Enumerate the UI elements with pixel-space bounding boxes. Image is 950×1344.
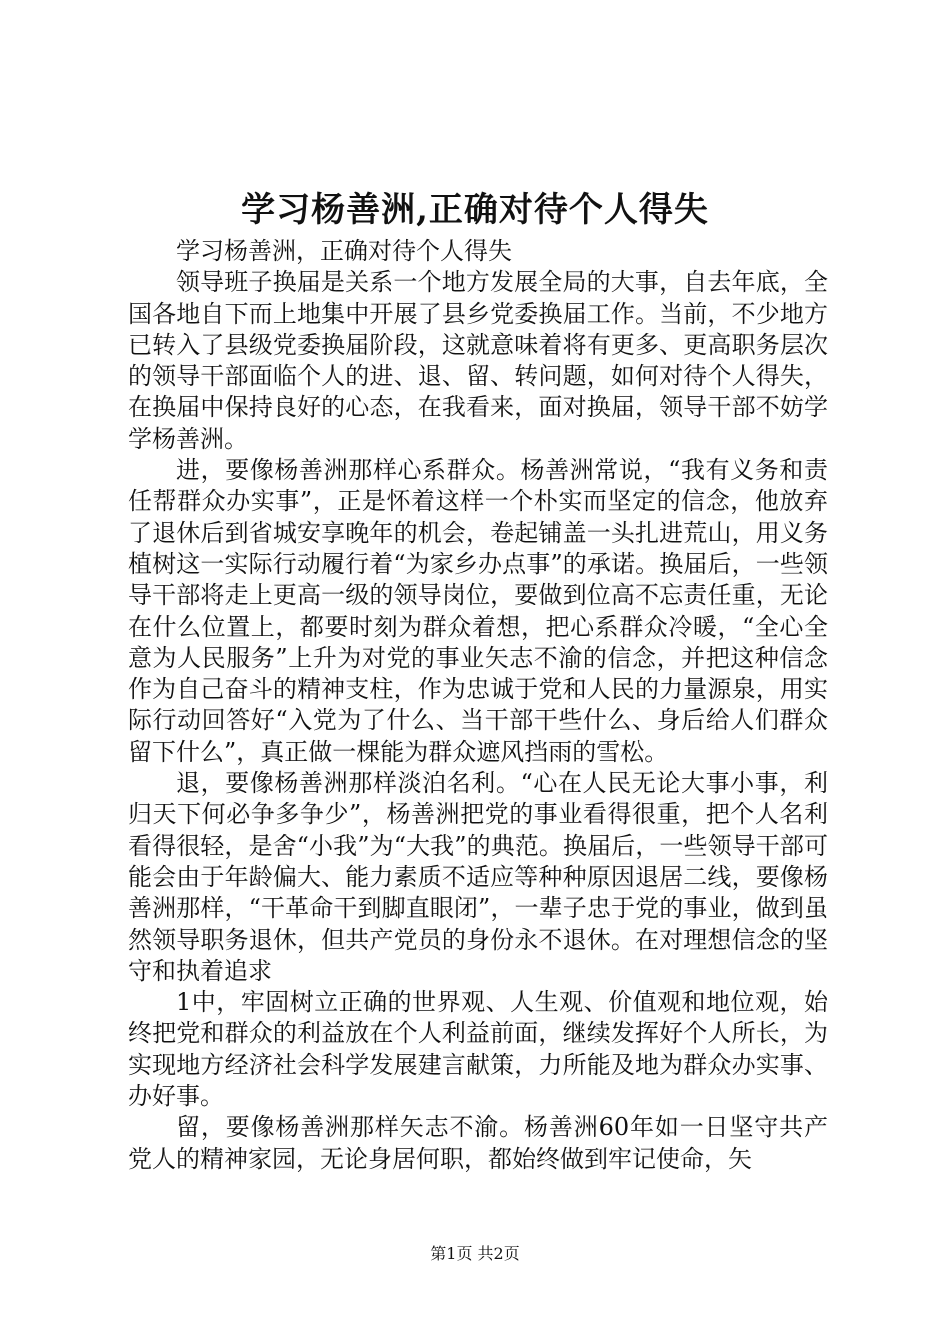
paragraph-advance: 进，要像杨善洲那样心系群众。杨善洲常说，“我有义务和责任帮群众办实事”，正是怀着这样一个朴实而坚定的信念，他放弃了退休后到省城安享晚年的机会，卷起铺盖一头扎进荒山，用义务植树这一实际行动履行着“为家乡办点事”的承诺。换届后，一些领导干部将走上更高一级的领导岗位，要做到位高不忘责任重，无论在什么位置上，都要时刻为群众着想，把心系群众冷暖，“全心全意为人民服务”上升为对党的事业矢志不渝的信念，并把这种信念作为自己奋斗的精神支柱，作为忠诚于党和人民的力量源泉，用实际行动回答好“入党为了什么、当干部干些什么、身后给人们群众留下什么”，真正做一棵能为群众遮风挡雨的雪松。 [128,456,828,766]
document-title: 学习杨善洲,正确对待个人得失 [241,190,709,230]
paragraph-subtitle: 学习杨善洲，正确对待个人得失 [176,237,512,265]
paragraph-stay: 留，要像杨善洲那样矢志不渝。杨善洲60年如一日坚守共产党人的精神家园，无论身居何职，都始终做到牢记使命，矢 [128,1113,828,1173]
paragraph-intro: 领导班子换届是关系一个地方发展全局的大事，自去年底，全国各地自下而上地集中开展了县乡党委换届工作。当前，不少地方已转入了县级党委换届阶段，这就意味着将有更多、更高职务层次的领导干部面临个人的进、退、留、转问题，如何对待个人得失，在换届中保持良好的心态，在我看来，面对换届，领导干部不妨学学杨善洲。 [128,268,828,453]
paragraph-continued: 1中，牢固树立正确的世界观、人生观、价值观和地位观，始终把党和群众的利益放在个人利益前面，继续发挥好个人所长，为实现地方经济社会科学发展建言献策，力所能及地为群众办实事、办好事。 [128,988,828,1111]
page-footer: 第1页 共2页 [430,1244,520,1263]
document-body [128,236,828,1175]
paragraph-retire: 退，要像杨善洲那样淡泊名利。“心在人民无论大事小事，利归天下何必争多争少”，杨善洲把党的事业看得很重，把个人名利看得很轻，是舍“小我”为“大我”的典范。换届后，一些领导干部可能会由于年龄偏大、能力素质不适应等种种原因退居二线，要像杨善洲那样，“干革命干到脚直眼闭”，一辈子忠于党的事业，做到虽然领导职务退休，但共产党员的身份永不退休。在对理想信念的坚守和执着追求 [128,769,828,985]
